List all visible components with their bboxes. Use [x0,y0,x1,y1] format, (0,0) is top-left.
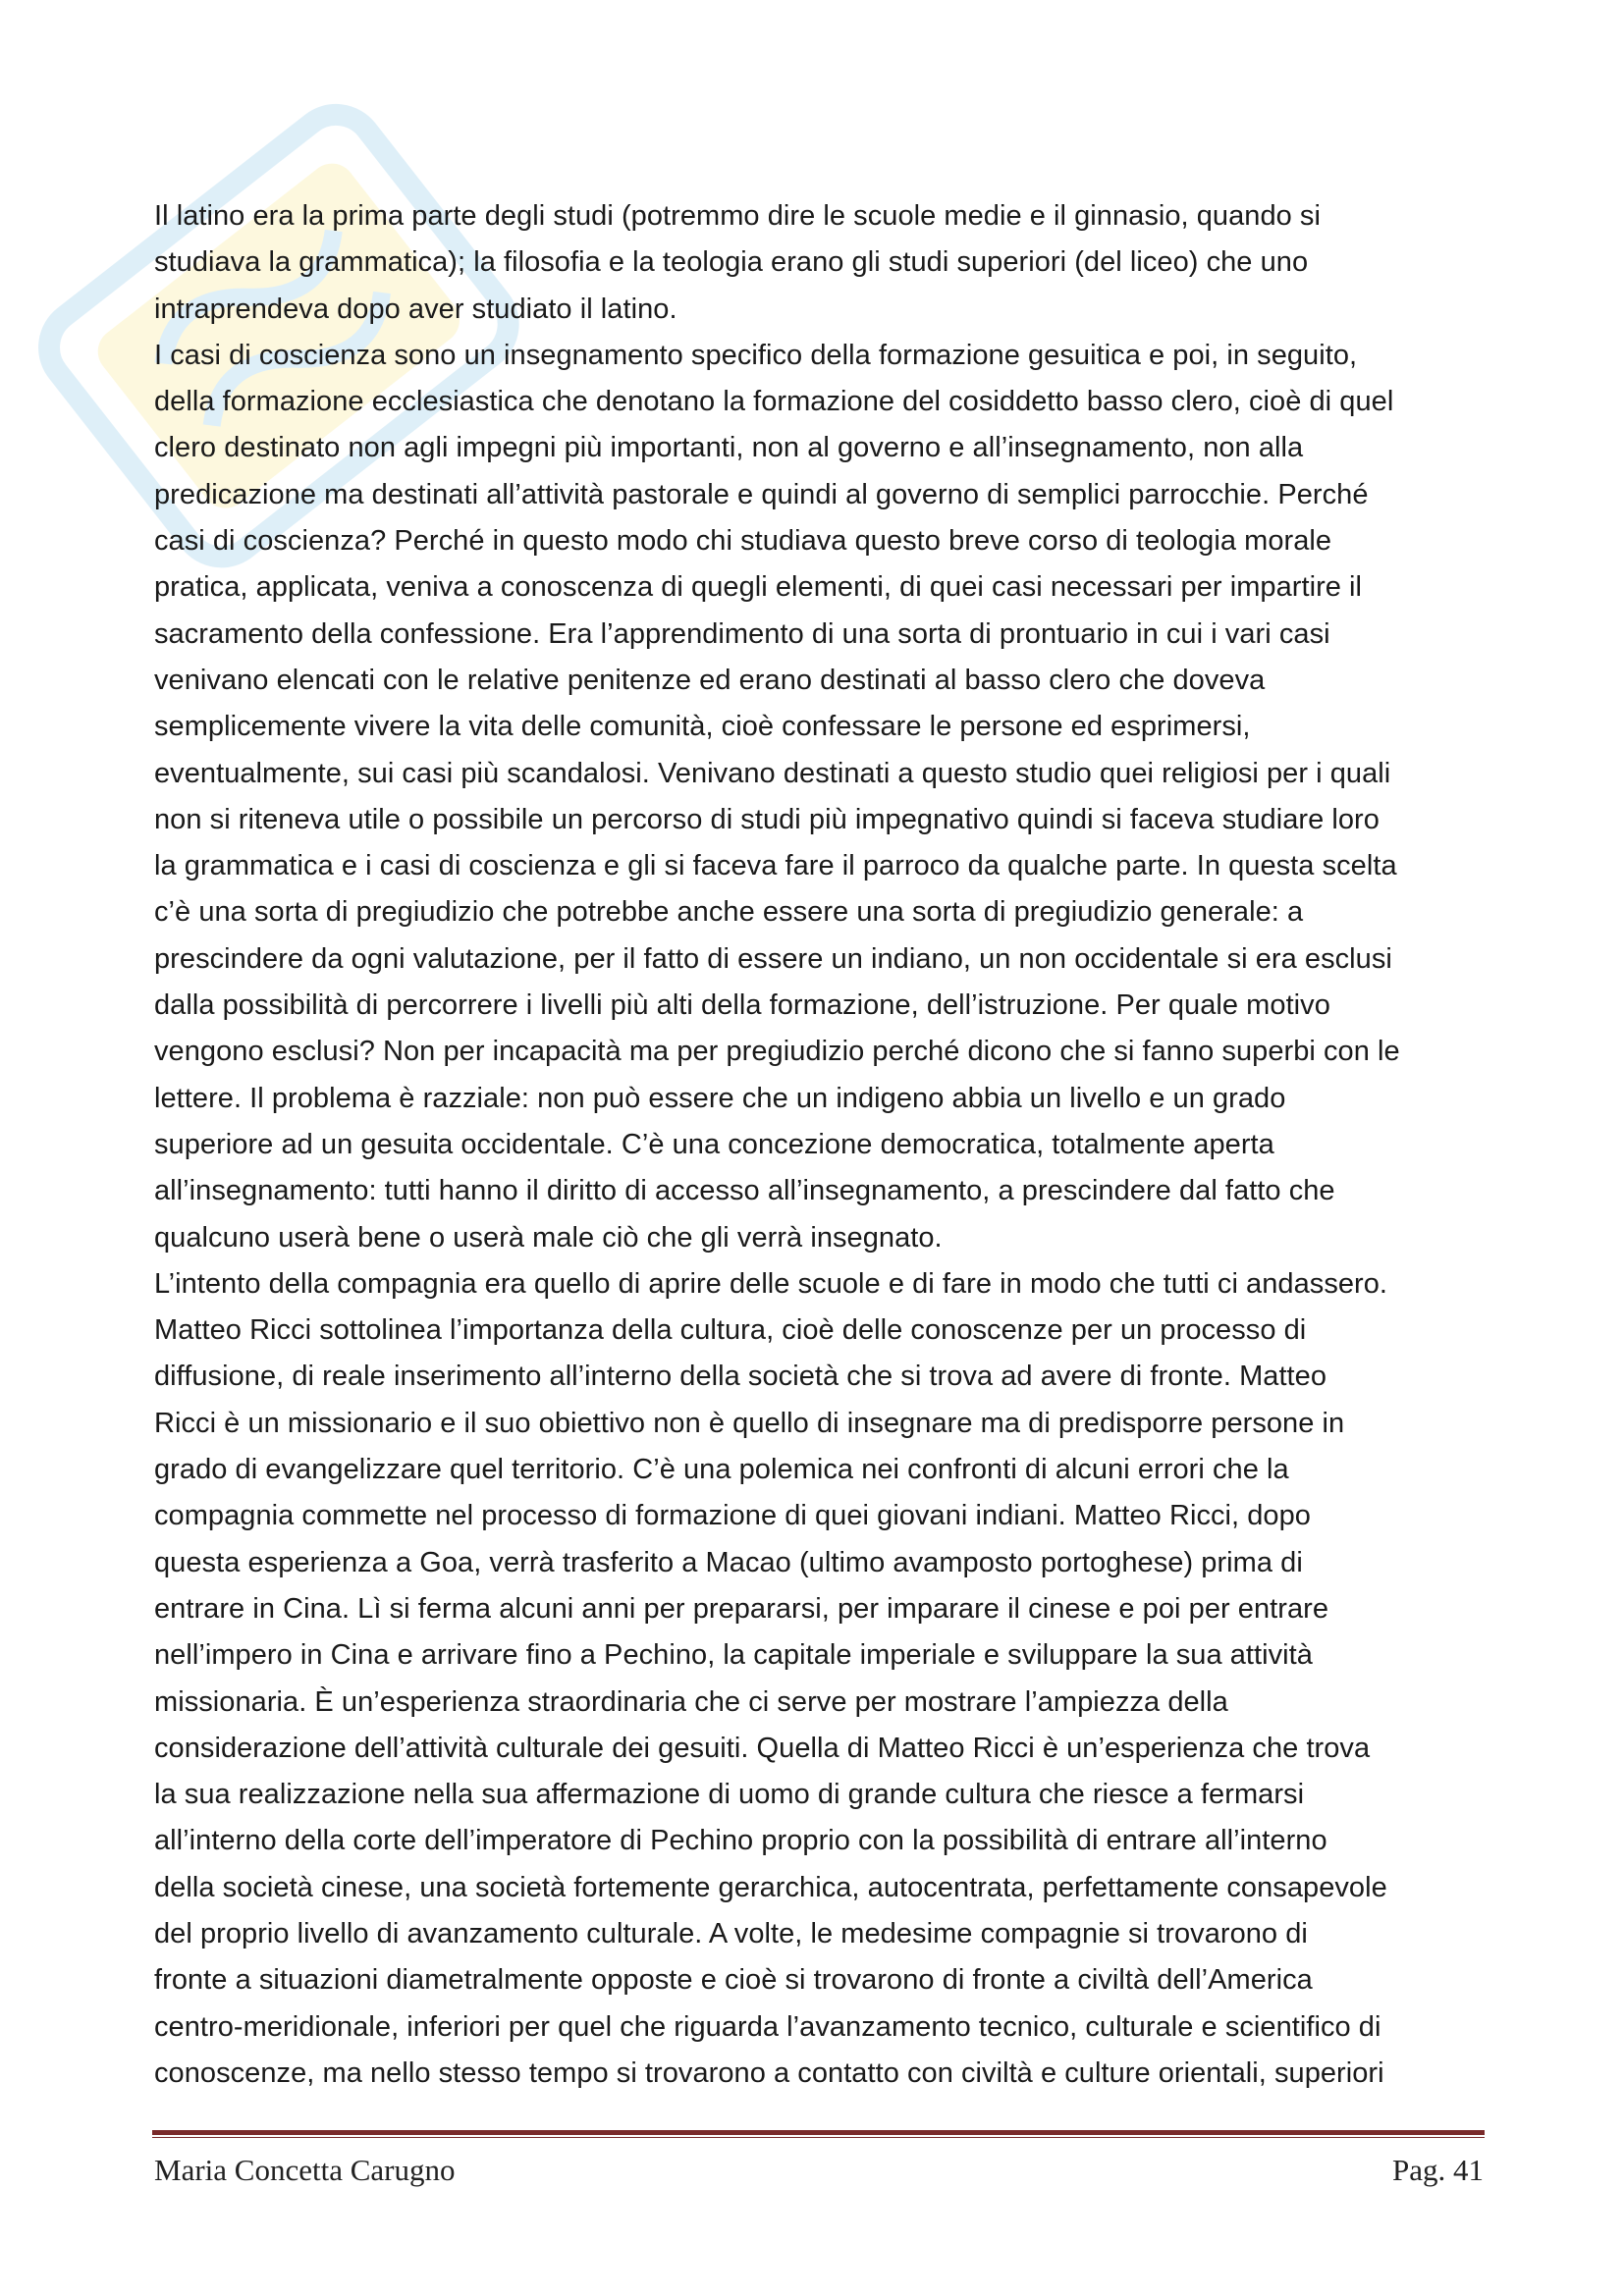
body-line: eventualmente, sui casi più scandalosi. Venivano destinati a questo studio quei religiosi per i quali [154,757,1391,789]
footer-rule-thin [152,2137,1485,2138]
body-line: del proprio livello di avanzamento culturale. A volte, le medesime compagnie si trovarono di [154,1917,1308,1949]
body-line: della formazione ecclesiastica che denotano la formazione del cosiddetto basso clero, cioè di quel [154,386,1394,418]
body-line: Il latino era la prima parte degli studi (potremmo dire le scuole medie e il ginnasio, quando si [154,200,1321,232]
body-line: prescindere da ogni valutazione, per il fatto di essere un indiano, un non occidentale si era esclusi [154,942,1392,975]
body-line: all’insegnamento: tutti hanno il diritto di accesso all’insegnamento, a prescindere dal fatto che [154,1175,1335,1207]
body-line: pratica, applicata, veniva a conoscenza di quegli elementi, di quei casi necessari per impartire il [154,571,1363,604]
body-line: casi di coscienza? Perché in questo modo chi studiava questo breve corso di teologia morale [154,525,1332,558]
body-line: entrare in Cina. Lì si ferma alcuni anni per prepararsi, per imparare il cinese e poi per entrare [154,1592,1329,1625]
body-line: la sua realizzazione nella sua affermazione di uomo di grande cultura che riesce a fermarsi [154,1779,1305,1811]
footer-author: Maria Concetta Carugno [154,2153,456,2187]
body-line: della società cinese, una società fortemente gerarchica, autocentrata, perfettamente consapevole [154,1871,1387,1903]
body-line: intraprendeva dopo aver studiato il latino. [154,293,677,325]
body-line: considerazione dell’attività culturale dei gesuiti. Quella di Matteo Ricci è un’esperienza che trova [154,1732,1371,1764]
body-line: lettere. Il problema è razziale: non può essere che un indigeno abbia un livello e un grado [154,1082,1286,1114]
footer-page-number: Pag. 41 [1392,2153,1484,2187]
body-line: non si riteneva utile o possibile un percorso di studi più impegnativo quindi si faceva studiare loro [154,803,1380,835]
body-line: all’interno della corte dell’imperatore di Pechino proprio con la possibilità di entrare all’interno [154,1825,1327,1857]
body-line: venivano elencati con le relative penitenze ed erano destinati al basso clero che doveva [154,664,1266,696]
body-line: diffusione, di reale inserimento all’interno della società che si trova ad avere di fronte. Matteo [154,1361,1327,1393]
body-line: nell’impero in Cina e arrivare fino a Pechino, la capitale imperiale e sviluppare la sua attività [154,1639,1313,1672]
body-line: clero destinato non agli impegni più importanti, non al governo e all’insegnamento, non alla [154,432,1304,464]
body-line: qualcuno userà bene o userà male ciò che gli verrà insegnato. [154,1221,943,1254]
body-line: centro-meridionale, inferiori per quel che riguarda l’avanzamento tecnico, culturale e scientifico di [154,2010,1381,2043]
body-line: semplicemente vivere la vita delle comunità, cioè confessare le persone ed esprimersi, [154,711,1251,743]
body-text [154,193,1485,2097]
body-line: conoscenze, ma nello stesso tempo si trovarono a contatto con civiltà e culture orientali, superiori [154,2056,1384,2089]
body-line: studiava la grammatica); la filosofia e la teologia erano gli studi superiori (del liceo) che uno [154,246,1309,279]
body-line: I casi di coscienza sono un insegnamento specifico della formazione gesuitica e poi, in seguito, [154,339,1358,371]
body-line: Ricci è un missionario e il suo obiettivo non è quello di insegnare ma di predisporre persone in [154,1407,1345,1439]
body-line: questa esperienza a Goa, verrà trasferito a Macao (ultimo avamposto portoghese) prima di [154,1546,1303,1578]
body-line: superiore ad un gesuita occidentale. C’è una concezione democratica, totalmente aperta [154,1128,1274,1160]
body-line: sacramento della confessione. Era l’apprendimento di una sorta di prontuario in cui i vari casi [154,617,1330,650]
body-line: vengono esclusi? Non per incapacità ma per pregiudizio perché dicono che si fanno superbi con le [154,1036,1400,1068]
body-line: missionaria. È un’esperienza straordinaria che ci serve per mostrare l’ampiezza della [154,1685,1228,1718]
body-line: c’è una sorta di pregiudizio che potrebbe anche essere una sorta di pregiudizio generale: a [154,896,1304,929]
body-line: la grammatica e i casi di coscienza e gli si faceva fare il parroco da qualche parte. In questa scelta [154,850,1397,882]
body-line: dalla possibilità di percorrere i livelli più alti della formazione, dell’istruzione. Per quale motivo [154,989,1330,1022]
body-line: compagnia commette nel processo di formazione di quei giovani indiani. Matteo Ricci, dopo [154,1500,1311,1532]
body-line: predicazione ma destinati all’attività pastorale e quindi al governo di semplici parrocchie. Perché [154,478,1369,510]
body-line: Matteo Ricci sottolinea l’importanza della cultura, cioè delle conoscenze per un processo di [154,1314,1307,1347]
body-line: fronte a situazioni diametralmente opposte e cioè si trovarono di fronte a civiltà dell’America [154,1964,1313,1997]
footer-rule [152,2130,1485,2135]
body-line: L’intento della compagnia era quello di aprire delle scuole e di fare in modo che tutti ci andassero. [154,1267,1388,1300]
body-line: grado di evangelizzare quel territorio. C’è una polemica nei confronti di alcuni errori che la [154,1454,1289,1486]
